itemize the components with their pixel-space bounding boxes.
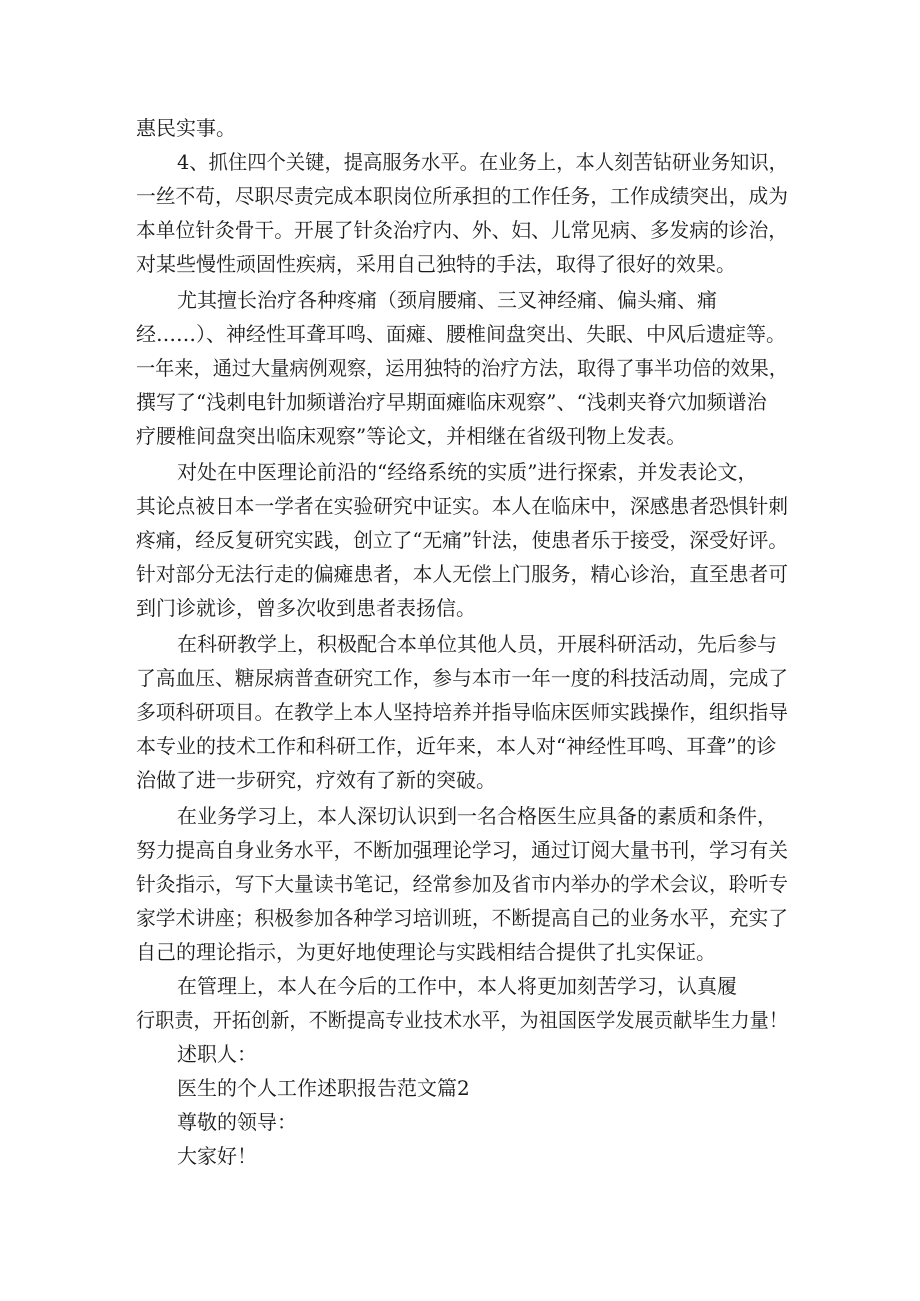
text-line <box>0 591 920 625</box>
text-line-content: 述职人： <box>177 1042 257 1066</box>
text-line <box>0 627 920 661</box>
text-line-content: 大家好！ <box>177 1144 257 1168</box>
text-line-content: 疼痛，经反复研究实践，创立了“无痛”针法，使患者乐于接受，深受好评。 <box>136 528 788 552</box>
text-line-content: 多项科研项目。在教学上本人坚持培养并指导临床医师实践操作，组织指导 <box>136 700 788 724</box>
text-line-content: 尊敬的领导： <box>177 1110 297 1134</box>
text-line-content: 在科研教学上，积极配合本单位其他人员，开展科研活动，先后参与 <box>177 632 777 656</box>
text-line <box>0 1105 920 1139</box>
text-line <box>0 419 920 453</box>
text-line-content: 治做了进一步研究，疗效有了新的突破。 <box>136 768 496 792</box>
text-line-content: 行职责，开拓创新，不断提高专业技术水平，为祖国医学发展贡献毕生力量！ <box>136 1008 788 1032</box>
text-line <box>0 1139 920 1173</box>
text-line-content: 针对部分无法行走的偏瘫患者，本人无偿上门服务，精心诊治，直至患者可 <box>136 562 788 586</box>
text-line <box>0 283 920 317</box>
text-line-content: 在业务学习上，本人深切认识到一名合格医生应具备的素质和条件， <box>177 804 777 828</box>
text-line-content: 针灸指示，写下大量读书笔记，经常参加及省市内举办的学术会议，聆听专 <box>136 872 788 896</box>
text-line <box>0 833 920 867</box>
text-line <box>0 351 920 385</box>
text-line-content: 努力提高自身业务水平，不断加强理论学习，通过订阅大量书刊，学习有关 <box>136 838 788 862</box>
text-line-content: 家学术讲座；积极参加各种学习培训班，不断提高自己的业务水平，充实了 <box>136 906 788 930</box>
text-line <box>0 385 920 419</box>
text-line-content: 疗腰椎间盘突出临床观察”等论文，并相继在省级刊物上发表。 <box>136 424 687 448</box>
text-line-content: 对处在中医理论前沿的“经络系统的实质”进行探索，并发表论文， <box>177 460 758 484</box>
text-line <box>0 1037 920 1071</box>
text-line-content: 本专业的技术工作和科研工作，近年来，本人对“神经性耳鸣、耳聋”的诊 <box>136 734 777 758</box>
text-line-content: 一年来，通过大量病例观察，运用独特的治疗方法，取得了事半功倍的效果， <box>136 356 788 380</box>
text-line-content: 经……）、神经性耳聋耳鸣、面瘫、腰椎间盘突出、失眠、中风后遗症等。 <box>136 322 786 346</box>
text-line <box>0 455 920 489</box>
text-line-content: 一丝不苟，尽职尽责完成本职岗位所承担的工作任务，工作成绩突出，成为 <box>136 184 788 208</box>
text-line-content: 了高血压、糖尿病普查研究工作，参与本市一年一度的科技活动周，完成了 <box>136 666 788 690</box>
text-line <box>0 799 920 833</box>
text-line <box>0 145 920 179</box>
text-line-content: 本单位针灸骨干。开展了针灸治疗内、外、妇、儿常见病、多发病的诊治， <box>136 218 788 242</box>
text-line-content: 撰写了“浅刺电针加频谱治疗早期面瘫临床观察”、“浅刺夹脊穴加频谱治 <box>136 390 767 414</box>
text-line <box>0 661 920 695</box>
text-line <box>0 179 920 213</box>
text-line <box>0 969 920 1003</box>
text-line <box>0 867 920 901</box>
text-line-content: 尤其擅长治疗各种疼痛（颈肩腰痛、三叉神经痛、偏头痛、痛 <box>177 288 717 312</box>
text-line-content: 自己的理论指示，为更好地使理论与实践相结合提供了扎实保证。 <box>136 940 716 964</box>
text-line-content: 医生的个人工作述职报告范文篇2 <box>177 1076 470 1100</box>
text-line-content: 对某些慢性顽固性疾病，采用自己独特的手法，取得了很好的效果。 <box>136 252 736 276</box>
text-line <box>0 729 920 763</box>
text-line <box>0 935 920 969</box>
text-line <box>0 901 920 935</box>
text-line <box>0 695 920 729</box>
text-line <box>0 523 920 557</box>
text-line-content: 其论点被日本一学者在实验研究中证实。本人在临床中，深感患者恐惧针刺 <box>136 494 788 518</box>
text-line-content: 在管理上，本人在今后的工作中，本人将更加刻苦学习，认真履 <box>177 974 737 998</box>
text-line <box>0 317 920 351</box>
text-line <box>0 763 920 797</box>
text-line <box>0 1003 920 1037</box>
text-line <box>0 1071 920 1105</box>
text-line <box>0 111 920 145</box>
text-line <box>0 489 920 523</box>
text-line <box>0 557 920 591</box>
text-line-content: 4、抓住四个关键，提高服务水平。在业务上，本人刻苦钻研业务知识， <box>177 150 788 174</box>
text-line <box>0 213 920 247</box>
text-line-content: 到门诊就诊，曾多次收到患者表扬信。 <box>136 596 476 620</box>
text-line-content: 惠民实事。 <box>136 116 236 140</box>
text-line <box>0 247 920 281</box>
